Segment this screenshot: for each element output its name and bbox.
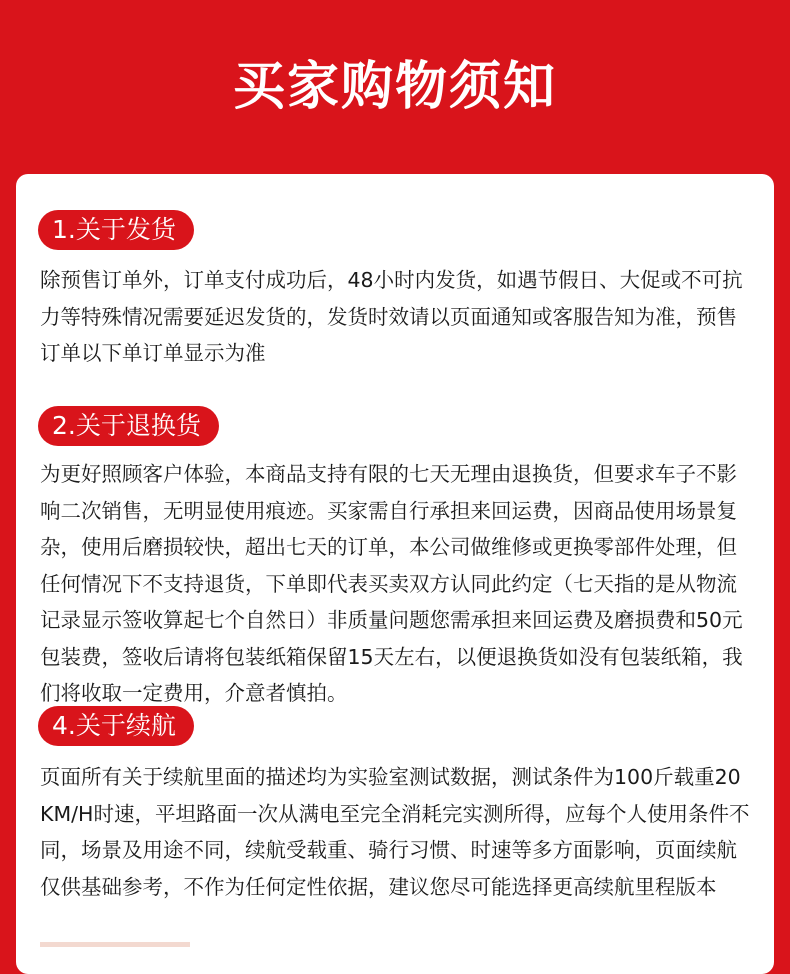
section-heading-range: 4.关于续航 — [38, 706, 194, 746]
next-section-hint — [40, 942, 190, 947]
page-title: 买家购物须知 — [232, 57, 557, 117]
section-text-returns: 为更好照顾客户体验，本商品支持有限的七天无理由退换货，但要求车子不影响二次销售，无明显使用痕迹。买家需自行承担来回运费，因商品使用场景复杂，使用后磨损较快，超出七天的订单，本公司做维修或更换零部件处理，但任何情况下不支持退货，下单即代表买卖双方认同此约定（七天指的是从物流记录显示签收算起七个自然日）非质量问题您需承担来回运费及磨损费和50元包装费，签收后请将包装纸箱保留15天左右，以便退换货如没有包装纸箱，我们将收取一定费用，介意者慎拍。 — [40, 462, 743, 705]
section-text-shipping: 除预售订单外，订单支付成功后，48小时内发货，如遇节假日、大促或不可抗力等特殊情况需要延迟发货的，发货时效请以页面通知或客服告知为准，预售订单以下单订单显示为准 — [40, 268, 743, 365]
section-heading-shipping: 1.关于发货 — [38, 210, 194, 250]
section-text-range: 页面所有关于续航里面的描述均为实验室测试数据，测试条件为100斤载重20KM/H时速，平坦路面一次从满电至完全消耗完实测所得，应每个人使用条件不同，场景及用途不同，续航受载重、骑行习惯、时速等多方面影响，页面续航仅供基础参考，不作为任何定性依据，建议您尽可能选择更高续航里程版本 — [40, 765, 750, 899]
section-heading-returns: 2.关于退换货 — [38, 406, 219, 446]
notice-card — [16, 174, 774, 974]
